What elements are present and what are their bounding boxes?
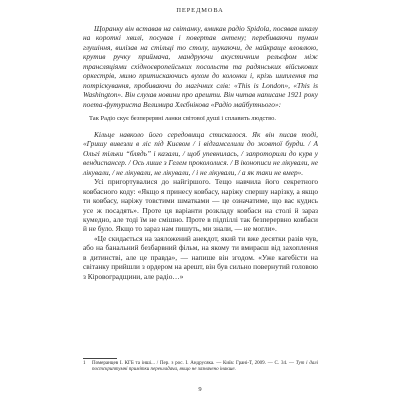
paragraph-1: Щоранку він вставав на світанку, вмикав радіо Spidola, посявав шкалу на короткі хвилі, посував і повертав антену; перебиваючи туман глушіння, вилізав на стільці то столу, шукаючи, де найкраще вловлюю, крутив ручку приймача, мандруючи акустичним рельєфом між трансляціями східноєвропейських посольств та радянських військових оркестрів, мимо притискаючись вухом до колонки і, крізь шиплення та потріскування, пробиваючи до магічних слів: «This is London», «This is Washington». Він слухав новини про арешти. Він читав написане 1921 року поета-футуриста Велимира Хлєбнікова «Радіо майбутнього»: xyxy=(83,24,318,109)
body-text xyxy=(83,24,318,281)
footnote-translator-note: Тут і далі постскриптумні примітки перекладача, якщо не зазначено інакше. xyxy=(92,361,318,373)
footnote xyxy=(83,361,318,374)
epigraph-quote: Так Радіо скує безперервні ланки світової душі і сплавить людство. xyxy=(89,115,276,123)
footnote-text xyxy=(92,361,318,374)
paragraph-2: Кільце навколо його середовища стискалося. Як він писав тоді, «Гришу вивезли в ліс під Києвом / і відгамселили до жовтої бурди. / А Ольгі тільки “блядь” і казали, / щоб упевнилась, / запроторили до курв у вендиспансер. / Ось лише з Гелем прокололися. / В іконописи не лікували, не лікували, / не лікували, не лікували, / і не лікували, / а як таки не вмер». xyxy=(83,129,318,177)
paragraph-3: Усі пригортувалися до найгіршого. Тещо навчила його секретного ковбасного коду: «Якщо я принесу ковбасу, наріжу спершу нарізку, а якщо ти ковбасу, наріжу товстими шматками — це означатиме, що вас кудись усе ж посадять». Проте ця варіанти розкладу ковбаси на столі й зараз кумедно, але тоді їм не смішно. Проте в підпіллі так безперервно ковбаси й не було. Якщо то зараз нам пишуть, ми знали, — не могли». xyxy=(83,177,318,234)
footnote-divider xyxy=(83,358,117,359)
footnote-number: 1 xyxy=(83,361,86,366)
footnote-citation: Померанцев І. КГБ та інші... / Пер. з рос. І. Андрусяка. — Київ: Грані-Т, 2009. — С. 34. — xyxy=(92,361,296,366)
paragraph-4: «Це скидається на заяложений анекдот, який ти вже десятки разів чув, або на банальний безбарвний фільм, на якому ти вмираєш від захоплення в дитинстві, але це правда», — напише він згодом. «Уже кагебісти на світанку прийшли з ордером на арешт, він був сильно повернутий головою з Кіровоградщини, але радіо…» xyxy=(83,233,318,281)
running-header: ПЕРЕДМОВА xyxy=(176,7,224,14)
page-number: 9 xyxy=(198,386,202,393)
